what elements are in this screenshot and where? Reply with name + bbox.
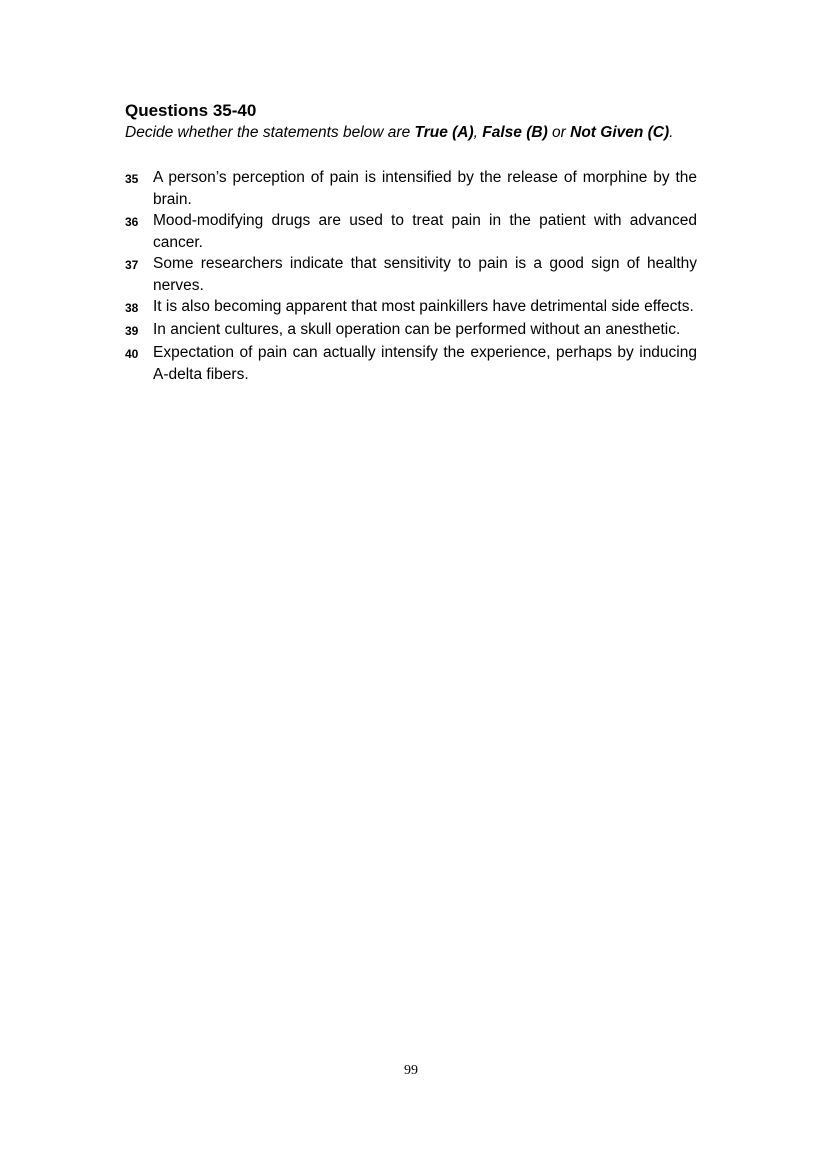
instructions-separator: ,	[473, 124, 483, 141]
question-item	[125, 319, 697, 342]
question-text: Mood-modifying drugs are used to treat pain in the patient with advanced cancer.	[153, 212, 697, 251]
instructions-suffix: .	[669, 124, 674, 141]
question-item	[125, 342, 697, 385]
question-text: A person’s perception of pain is intensified by the release of morphine by the brain.	[153, 169, 697, 208]
question-text: In ancient cultures, a skull operation can be performed without an anesthetic.	[153, 321, 681, 338]
question-number: 40	[125, 347, 139, 361]
question-text: It is also becoming apparent that most painkillers have detrimental side effects.	[153, 298, 694, 315]
option-not-given-c: Not Given (C)	[570, 124, 670, 141]
page-number: 99	[404, 1063, 418, 1078]
question-number: 36	[125, 215, 139, 229]
instructions	[125, 122, 697, 143]
question-number: 39	[125, 324, 139, 338]
question-text: Expectation of pain can actually intensify the experience, perhaps by inducing A-delta fibers.	[153, 344, 697, 383]
question-number: 37	[125, 258, 139, 272]
instructions-separator: or	[547, 124, 571, 141]
question-list	[125, 167, 697, 385]
question-number: 38	[125, 301, 139, 315]
section-heading: Questions 35-40	[125, 101, 257, 120]
question-number: 35	[125, 172, 139, 186]
instructions-prefix: Decide whether the statements below are	[125, 124, 415, 141]
question-item	[125, 167, 697, 210]
question-item	[125, 210, 697, 253]
option-true-a: True (A)	[414, 124, 474, 141]
question-item	[125, 253, 697, 296]
option-false-b: False (B)	[482, 124, 548, 141]
question-text: Some researchers indicate that sensitivity to pain is a good sign of healthy nerves.	[153, 255, 697, 294]
questions-section	[125, 100, 697, 385]
question-item	[125, 296, 697, 319]
